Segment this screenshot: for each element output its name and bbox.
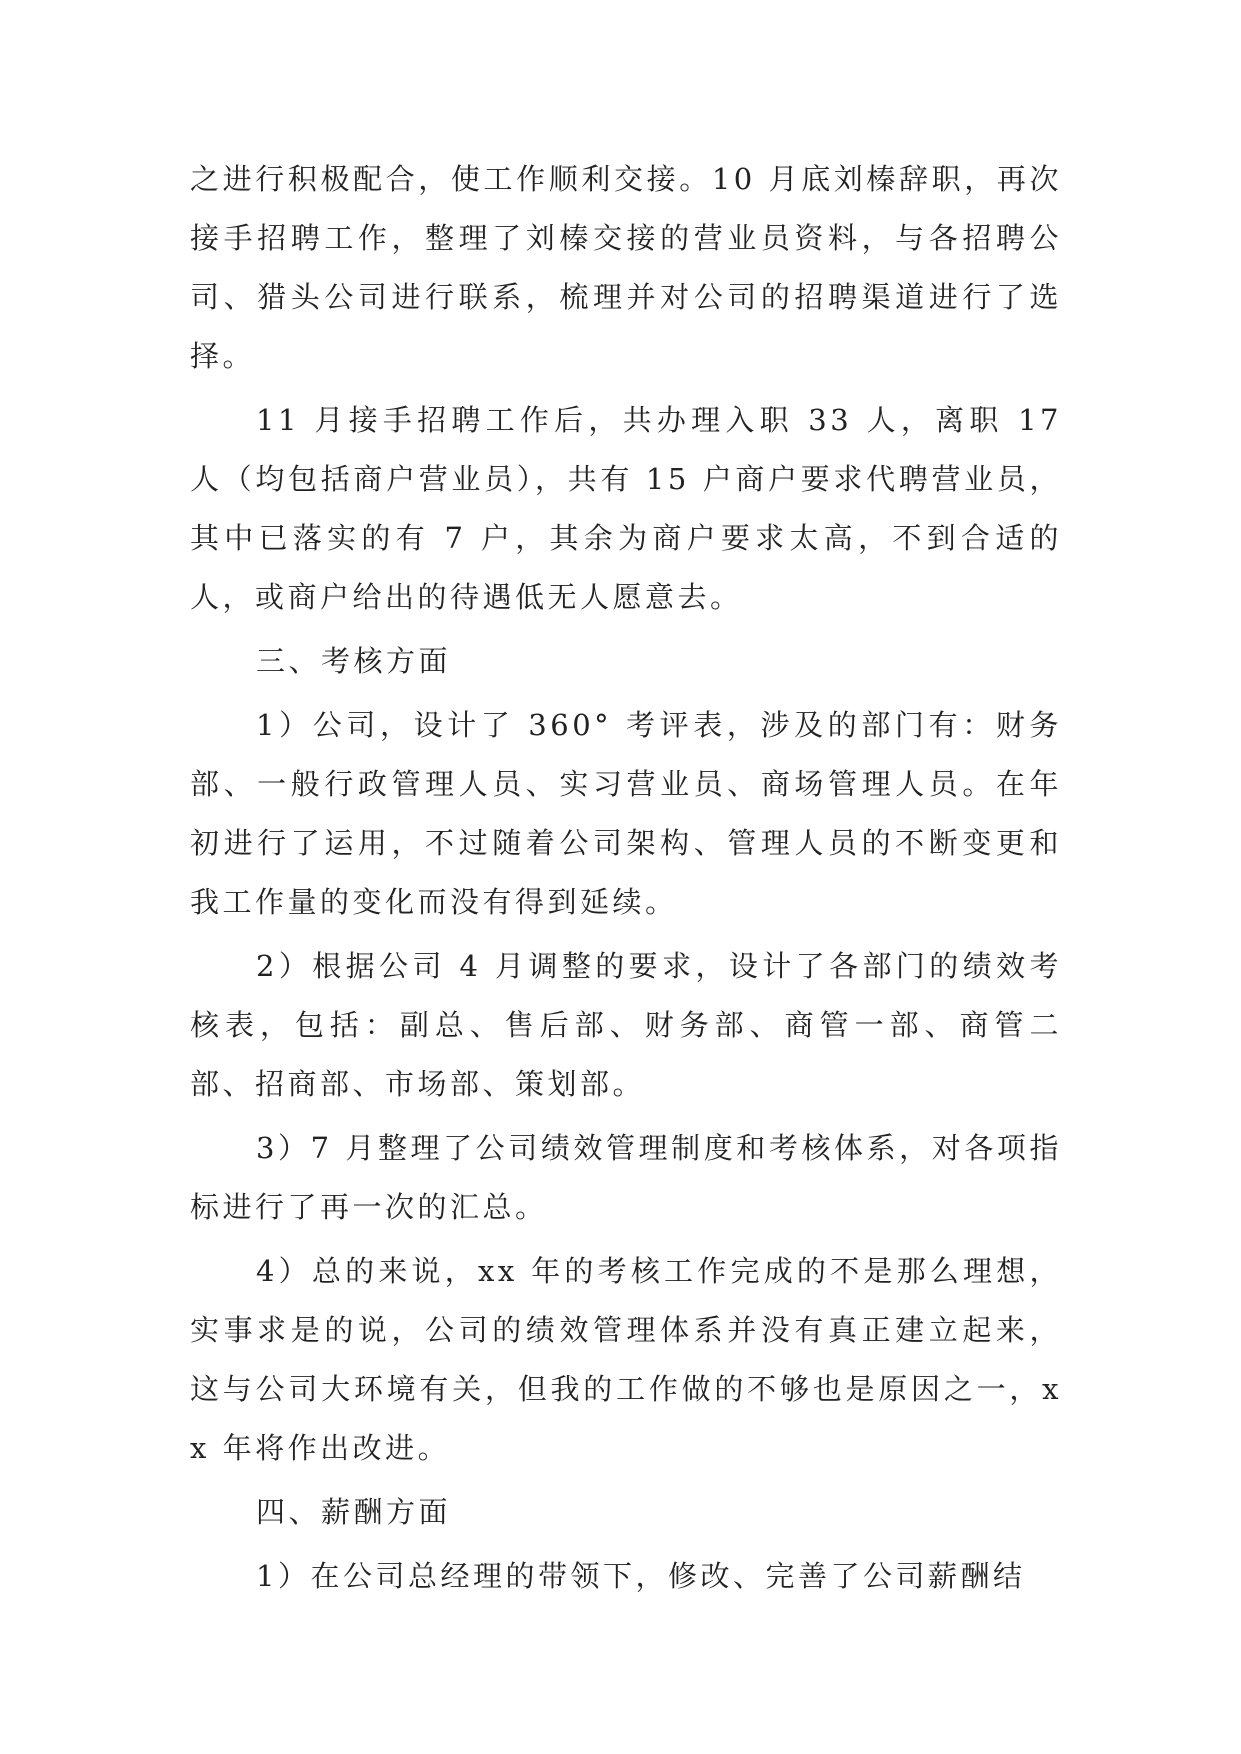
paragraph-compensation-1: 1）在公司总经理的带领下，修改、完善了公司薪酬结 bbox=[256, 1559, 1026, 1593]
paragraph-assessment-4: 4）总的来说，xx 年的考核工作完成的不是那么理想，实事求是的说，公司的绩效管理体系并没有真正建立起来，这与公司大环境有关，但我的工作做的不够也是原因之一，xx 年将作出改进。 bbox=[190, 1254, 1062, 1465]
document-body bbox=[190, 150, 1062, 1611]
paragraph-assessment-1: 1）公司，设计了 360° 考评表，涉及的部门有：财务部、一般行政管理人员、实习营业员、商场管理人员。在年初进行了运用，不过随着公司架构、管理人员的不断变更和我工作量的变化而没有得到延续。 bbox=[190, 708, 1062, 919]
paragraph-assessment-2: 2）根据公司 4 月调整的要求，设计了各部门的绩效考核表，包括：副总、售后部、财务部、商管一部、商管二部、招商部、市场部、策划部。 bbox=[190, 949, 1062, 1101]
section-heading-assessment: 三、考核方面 bbox=[256, 644, 452, 678]
section-heading-compensation: 四、薪酬方面 bbox=[256, 1495, 452, 1529]
paragraph-assessment-3: 3）7 月整理了公司绩效管理制度和考核体系，对各项指标进行了再一次的汇总。 bbox=[190, 1131, 1062, 1224]
paragraph-handover: 之进行积极配合，使工作顺利交接。10 月底刘榛辞职，再次接手招聘工作，整理了刘榛交接的营业员资料，与各招聘公司、猎头公司进行联系，梳理并对公司的招聘渠道进行了选择。 bbox=[190, 162, 1062, 373]
paragraph-recruitment-november: 11 月接手招聘工作后，共办理入职 33 人，离职 17 人（均包括商户营业员），共有 15 户商户要求代聘营业员，其中已落实的有 7 户，其余为商户要求太高，不到合适的人，或商户给出的待遇低无人愿意去。 bbox=[190, 403, 1062, 614]
